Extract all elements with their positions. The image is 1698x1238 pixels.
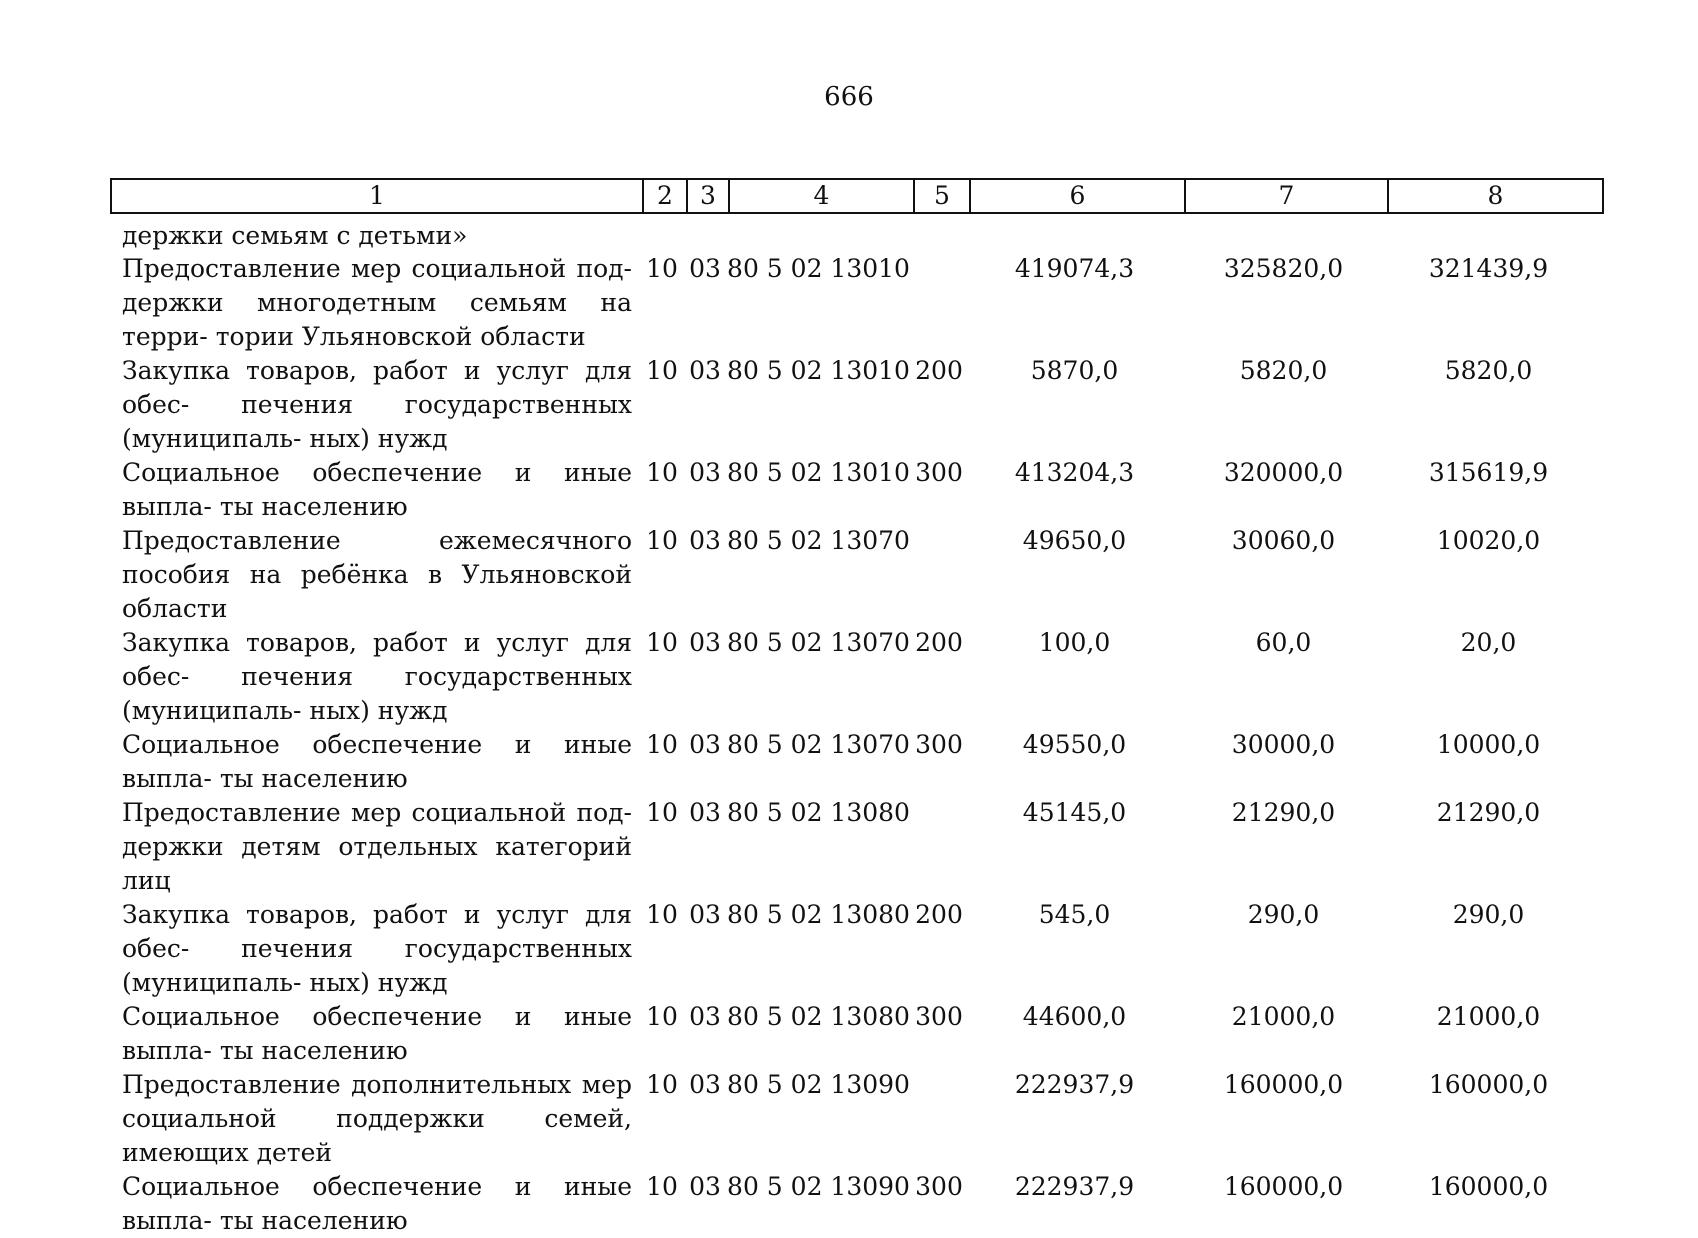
table-row bbox=[110, 796, 1604, 898]
table-row bbox=[110, 898, 1604, 1000]
row-description: Социальное обеспечение и иные выпла- ты населению bbox=[122, 458, 632, 521]
row-target-code: 80 5 02 13090 bbox=[727, 1172, 910, 1201]
row-section: 10 bbox=[646, 1070, 678, 1099]
row-expense-type: 300 bbox=[915, 730, 963, 759]
row-expense-type: 300 bbox=[915, 1172, 963, 1201]
row-expense-type: 200 bbox=[915, 900, 963, 929]
row-description: Предоставление ежемесячного пособия на ребёнка в Ульяновской области bbox=[122, 526, 632, 623]
row-section: 10 bbox=[646, 798, 678, 827]
row-amount-col7: 160000,0 bbox=[1223, 1070, 1344, 1099]
row-section: 10 bbox=[646, 356, 678, 385]
row-expense-type bbox=[911, 524, 967, 626]
row-amount-col6: 49550,0 bbox=[1022, 730, 1127, 759]
row-subsection: 03 bbox=[689, 458, 721, 487]
row-target-code: 80 5 02 13090 bbox=[727, 1070, 910, 1099]
row-expense-type bbox=[911, 1068, 967, 1170]
page-number: 666 bbox=[824, 82, 874, 112]
row-amount-col8: 21000,0 bbox=[1436, 1002, 1541, 1031]
row-amount-col6: 100,0 bbox=[1038, 628, 1111, 657]
row-subsection: 03 bbox=[689, 526, 721, 555]
row-amount-col8: 20,0 bbox=[1460, 628, 1517, 657]
row-subsection: 03 bbox=[689, 730, 721, 759]
table-row bbox=[110, 626, 1604, 728]
header-col-8: 8 bbox=[1487, 181, 1504, 210]
row-target-code: 80 5 02 13070 bbox=[727, 526, 910, 555]
row-description: Предоставление мер социальной под- держки многодетным семьям на терри- тории Ульяновской области bbox=[122, 254, 632, 351]
row-amount-col7: 21290,0 bbox=[1231, 798, 1336, 827]
row-amount-col8: 160000,0 bbox=[1428, 1070, 1549, 1099]
row-subsection: 03 bbox=[689, 1070, 721, 1099]
row-expense-type: 200 bbox=[915, 628, 963, 657]
row-target-code: 80 5 02 13010 bbox=[727, 356, 910, 385]
row-description: Социальное обеспечение и иные выпла- ты населению bbox=[122, 730, 632, 793]
row-description: Предоставление мер социальной под- держки детям отдельных категорий лиц bbox=[122, 798, 632, 895]
row-section: 10 bbox=[646, 1172, 678, 1201]
header-col-3: 3 bbox=[688, 180, 730, 212]
row-amount-col7: 5820,0 bbox=[1239, 356, 1328, 385]
row-expense-type: 300 bbox=[915, 1002, 963, 1031]
table-row bbox=[110, 1068, 1604, 1170]
header-col-4: 4 bbox=[730, 180, 915, 212]
row-amount-col6: 545,0 bbox=[1038, 900, 1111, 929]
row-target-code: 80 5 02 13080 bbox=[727, 1002, 910, 1031]
row-amount-col6: 419074,3 bbox=[1014, 254, 1135, 283]
row-amount-col6: 44600,0 bbox=[1022, 1002, 1127, 1031]
row-description: Закупка товаров, работ и услуг для обес- печения государственных (муниципаль- ных) нужд bbox=[122, 356, 632, 453]
row-target-code: 80 5 02 13070 bbox=[727, 628, 910, 657]
row-amount-col6: 413204,3 bbox=[1014, 458, 1135, 487]
row-subsection: 03 bbox=[689, 356, 721, 385]
table-row bbox=[110, 524, 1604, 626]
header-col-1: 1 bbox=[112, 180, 644, 212]
row-amount-col7: 290,0 bbox=[1247, 900, 1320, 929]
row-description: Социальное обеспечение и иные выпла- ты населению bbox=[122, 1172, 632, 1235]
row-target-code: 80 5 02 13070 bbox=[727, 730, 910, 759]
row-amount-col7: 30060,0 bbox=[1231, 526, 1336, 555]
row-target-code: 80 5 02 13080 bbox=[727, 900, 910, 929]
row-target-code: 80 5 02 13010 bbox=[727, 458, 910, 487]
header-col-5: 5 bbox=[915, 180, 971, 212]
row-amount-col7: 60,0 bbox=[1255, 628, 1312, 657]
row-amount-col8: 5820,0 bbox=[1444, 356, 1533, 385]
row-subsection: 03 bbox=[689, 628, 721, 657]
table-row bbox=[110, 728, 1604, 796]
header-col-2: 2 bbox=[644, 180, 688, 212]
row-description: Предоставление дополнительных мер социальной поддержки семей, имеющих детей bbox=[122, 1070, 632, 1167]
row-section: 10 bbox=[646, 628, 678, 657]
row-amount-col6: 222937,9 bbox=[1014, 1172, 1135, 1201]
row-section: 10 bbox=[646, 730, 678, 759]
row-amount-col8: 10000,0 bbox=[1436, 730, 1541, 759]
row-amount-col8: 10020,0 bbox=[1436, 526, 1541, 555]
table-row bbox=[110, 252, 1604, 354]
row-section: 10 bbox=[646, 1002, 678, 1031]
row-subsection: 03 bbox=[689, 798, 721, 827]
row-expense-type bbox=[911, 252, 967, 354]
row-target-code: 80 5 02 13080 bbox=[727, 798, 910, 827]
row-amount-col8: 21290,0 bbox=[1436, 798, 1541, 827]
continuation-text: держки семьям с детьми» bbox=[122, 221, 468, 250]
row-amount-col7: 325820,0 bbox=[1223, 254, 1344, 283]
row-amount-col8: 321439,9 bbox=[1428, 254, 1549, 283]
header-col-6: 6 bbox=[971, 180, 1186, 212]
row-amount-col6: 222937,9 bbox=[1014, 1070, 1135, 1099]
table-row bbox=[110, 1170, 1604, 1238]
row-amount-col8: 160000,0 bbox=[1428, 1172, 1549, 1201]
row-description: Закупка товаров, работ и услуг для обес- печения государственных (муниципаль- ных) нужд bbox=[122, 628, 632, 725]
row-amount-col7: 21000,0 bbox=[1231, 1002, 1336, 1031]
row-section: 10 bbox=[646, 526, 678, 555]
table-body bbox=[110, 220, 1604, 1238]
row-expense-type: 200 bbox=[915, 356, 963, 385]
row-amount-col7: 30000,0 bbox=[1231, 730, 1336, 759]
header-col-7: 7 bbox=[1186, 180, 1389, 212]
table-row bbox=[110, 354, 1604, 456]
row-description: Социальное обеспечение и иные выпла- ты населению bbox=[122, 1002, 632, 1065]
row-amount-col8: 290,0 bbox=[1452, 900, 1525, 929]
row-section: 10 bbox=[646, 900, 678, 929]
row-subsection: 03 bbox=[689, 1002, 721, 1031]
row-amount-col7: 320000,0 bbox=[1223, 458, 1344, 487]
row-subsection: 03 bbox=[689, 254, 721, 283]
row-expense-type: 300 bbox=[915, 458, 963, 487]
row-amount-col8: 315619,9 bbox=[1428, 458, 1549, 487]
table-row bbox=[110, 1000, 1604, 1068]
row-subsection: 03 bbox=[689, 1172, 721, 1201]
row-amount-col7: 160000,0 bbox=[1223, 1172, 1344, 1201]
row-expense-type bbox=[911, 796, 967, 898]
row-amount-col6: 5870,0 bbox=[1030, 356, 1119, 385]
row-section: 10 bbox=[646, 458, 678, 487]
table-row bbox=[110, 456, 1604, 524]
row-description: Закупка товаров, работ и услуг для обес- печения государственных (муниципаль- ных) нужд bbox=[122, 900, 632, 997]
row-subsection: 03 bbox=[689, 900, 721, 929]
row-amount-col6: 49650,0 bbox=[1022, 526, 1127, 555]
row-amount-col6: 45145,0 bbox=[1022, 798, 1127, 827]
table-header bbox=[110, 178, 1604, 214]
row-section: 10 bbox=[646, 254, 678, 283]
row-target-code: 80 5 02 13010 bbox=[727, 254, 910, 283]
